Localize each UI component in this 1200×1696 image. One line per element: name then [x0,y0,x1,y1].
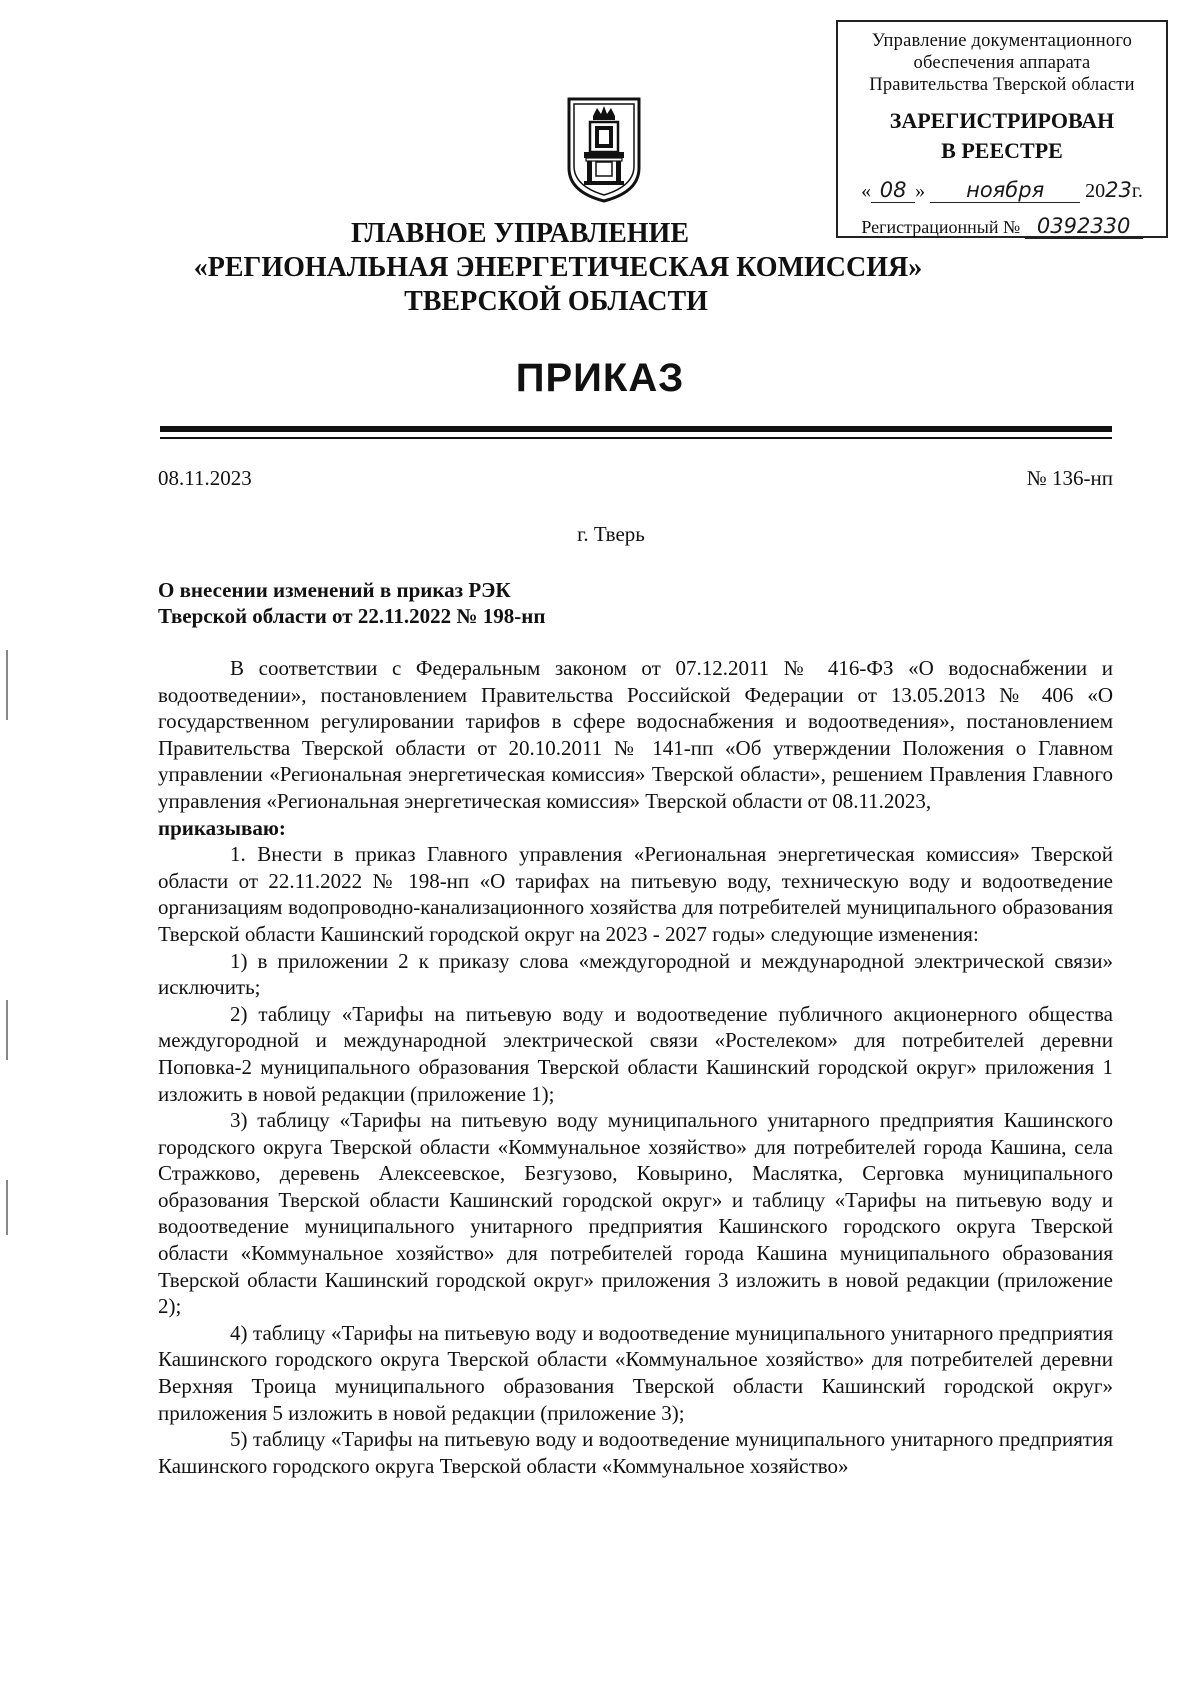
stamp-org-line2: обеспечения аппарата [913,53,1091,73]
order-number: № 136-нп [1026,466,1113,490]
item-1-paragraph: 1. Внести в приказ Главного управления «Региональная энергетическая комиссия» Тверской области от 22.11.2022 № 198-нп «О тарифах на питьевую воду, техническую воду и водоотведение организациям водопроводно-канализационного хозяйства для потребителей муниципального образования Тверской области Кашинский городской округ на 2023 - 2027 годы» следующие изменения: [158,842,1113,946]
header-divider-thin [160,437,1112,439]
stamp-date: « 08 » ноября 2023г. [861,178,1143,202]
subitem-5-paragraph: 5) таблицу «Тарифы на питьевую воду и водоотведение муниципального унитарного предприятия Кашинского городского округа Тверской области «Коммунальное хозяйство» [158,1427,1113,1478]
tver-coat-of-arms-icon [566,96,642,204]
order-date: 08.11.2023 [158,466,252,490]
stamp-org-line1: Управление документационного [871,31,1133,51]
order-city: г. Тверь [577,522,645,546]
header-line2: «РЕГИОНАЛЬНАЯ ЭНЕРГЕТИЧЕСКАЯ КОМИССИЯ» [193,252,923,283]
registration-stamp [836,20,1168,238]
preamble-paragraph: В соответствии с Федеральным законом от 07.12.2011 № 416-ФЗ «О водоснабжении и водоотведении», постановлением Правительства Российской Федерации от 13.05.2013 № 406 «О государственном регулировании тарифов в сфере водоснабжения и водоотведения», постановлением Правительства Тверской области от 20.10.2011 № 141-пп «Об утверждении Положения о Главном управлении «Региональная энергетическая комиссия» Тверской области», решением Правления Главного управления «Региональная энергетическая комиссия» Тверской области от 08.11.2023, [158,656,1113,813]
subitem-3-paragraph: 3) таблицу «Тарифы на питьевую воду муниципального унитарного предприятия Кашинского городского округа Тверской области «Коммунальное хозяйство» для потребителей города Кашина, села Стражково, деревень Алексеевское, Безгузово, Ковырино, Маслятка, Серговка муниципального образования Тверской области Кашинский городской округ» и таблицу «Тарифы на питьевую воду и водоотведение муниципального унитарного предприятия Кашинского городского округа Тверской области «Коммунальное хозяйство» для потребителей города Кашина муниципального образования Тверской области Кашинский городской округ» приложения 3 изложить в новой редакции (приложение 2); [158,1108,1113,1319]
order-word: приказываю: [158,815,286,840]
order-subject [158,577,545,629]
document-type-title: ПРИКАЗ [515,356,685,400]
scan-artifact [6,650,8,720]
stamp-month: ноября [930,178,1080,203]
scan-artifact [6,1180,8,1235]
subject-line1: О внесении изменений в приказ РЭК [158,578,511,602]
subitem-4-paragraph: 4) таблицу «Тарифы на питьевую воду и водоотведение муниципального унитарного предприятия Кашинского городского округа Тверской области «Коммунальное хозяйство» для потребителей деревни Верхняя Троица муниципального образования Тверской области Кашинский городской округ» приложения 5 изложить в новой редакции (приложение 3); [158,1320,1113,1425]
order-body [158,655,1113,1479]
header-divider-thick [160,426,1112,432]
subitem-2-paragraph: 2) таблицу «Тарифы на питьевую воду и водоотведение публичного акционерного общества междугородной и международной электрической связи «Ростелеком» для потребителей деревни Поповка-2 муниципального образования Тверской области Кашинский городской округ» приложения 1 изложить в новой редакции (приложение 1); [158,1001,1113,1106]
subitem-1-paragraph: 1) в приложении 2 к приказу слова «междугородной и международной электрической связи» исключить; [158,948,1113,1000]
stamp-org-line3: Правительства Тверской области [869,75,1135,95]
stamp-regno-value: 0392330 [1025,214,1143,239]
stamp-year-prefix: 20 [1085,180,1106,202]
subject-line2: Тверской области от 22.11.2022 № 198-нп [158,604,546,628]
stamp-registered-line2: В РЕЕСТРЕ [941,138,1063,163]
stamp-year-end: г. [1131,180,1143,202]
stamp-registered-line1: ЗАРЕГИСТРИРОВАН [889,108,1115,133]
stamp-day: 08 [871,178,915,203]
scan-artifact [6,1000,8,1060]
stamp-regno-label: Регистрационный № [861,217,1021,237]
header-line3: ТВЕРСКОЙ ОБЛАСТИ [404,286,708,317]
stamp-year-suffix: 23 [1105,178,1132,202]
header-line1: ГЛАВНОЕ УПРАВЛЕНИЕ [350,218,690,249]
